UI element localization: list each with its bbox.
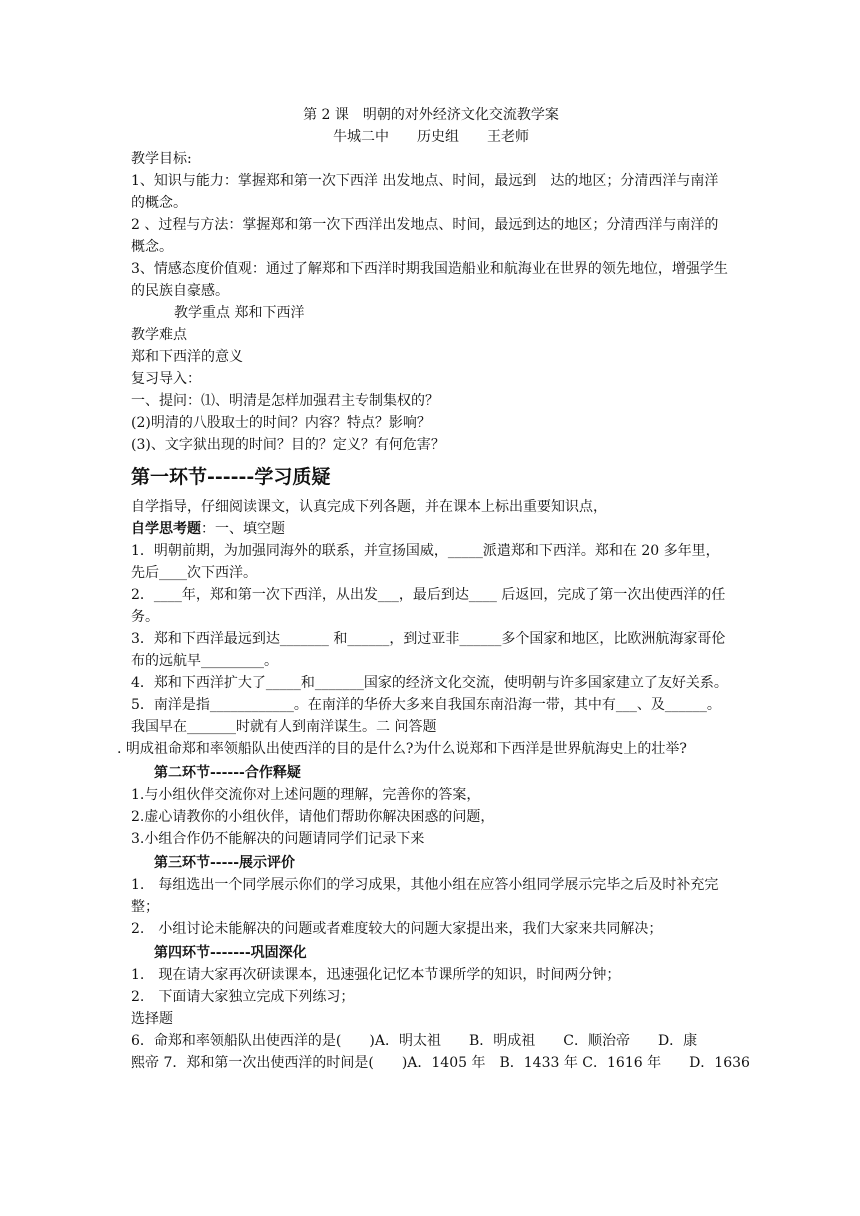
section2-item: 3.小组合作仍不能解决的问题请同学们记录下来: [131, 831, 425, 847]
objective-item: 2 、过程与方法：掌握郑和第一次下西洋出发地点、时间，最远到达的地区；分清西洋与南洋的概念。: [131, 217, 719, 255]
objective-item: 3、情感态度价值观：通过了解郑和下西洋时期我国造船业和航海业在世界的领先地位，增强学生的民族自豪感。: [131, 261, 728, 299]
section3-item: 2. 小组讨论未能解决的问题或者难度较大的问题大家提出来，我们大家来共同解决；: [131, 921, 663, 937]
section2-item: 2.虚心请教你的小组伙伴，请他们帮助你解决困惑的问题，: [131, 809, 495, 825]
section3-title: 第三环节-----展示评价: [154, 855, 296, 871]
page-title: 第 2 课 明朝的对外经济文化交流教学案: [303, 107, 559, 123]
objectives-heading: 教学目标:: [131, 151, 192, 167]
review-item: (2)明清的八股取士的时间？内容？特点？影响？: [131, 415, 431, 431]
fill-question-5: 5．南洋是指____________。在南洋的华侨大多来自我国东南沿海一带，其中有___、及______。我国早在_______时就有人到南洋谋生。二 问答题: [131, 697, 721, 735]
document-body: [117, 104, 750, 1074]
fill-question-4: 4．郑和下西洋扩大了_____和_______国家的经济文化交流，使明朝与许多国家建立了友好关系。: [131, 675, 728, 691]
section3-item: 1. 每组选出一个同学展示你们的学习成果，其他小组在应答小组同学展示完毕之后及时补充完整；: [131, 877, 719, 915]
review-item: (3)、文字狱出现的时间？目的？定义？有何危害？: [131, 437, 445, 453]
fill-question-3: 3．郑和下西洋最远到达_______ 和______，到过亚非______多个国家和地区，比欧洲航海家哥伦布的远航早_________。: [131, 631, 726, 669]
choice-question-line: 6．命郑和率领船队出使西洋的是( )A．明太祖 B．明成祖 C．顺治帝 D．康: [131, 1033, 698, 1049]
section2-title: 第二环节------合作释疑: [154, 765, 301, 781]
difficulty-heading: 教学难点: [131, 327, 187, 343]
section1-title: 第一环节------学习质疑: [131, 466, 331, 488]
section4-item: 2. 下面请大家独立完成下列练习；: [131, 989, 355, 1005]
difficulty-text: 郑和下西洋的意义: [131, 349, 243, 365]
fill-question-1: 1．明朝前期，为加强同海外的联系，并宣扬国威，_____派遣郑和下西洋。郑和在 20 多年里，先后____次下西洋。: [131, 543, 720, 581]
choice-question-line: 熙帝 7．郑和第一次出使西洋的时间是( )A．1405 年 B．1433 年 C．1616 年 D．1636: [131, 1055, 750, 1071]
objective-item: 1、知识与能力：掌握郑和第一次下西洋 出发地点、时间，最远到 达的地区；分清西洋与南洋的概念。: [131, 173, 719, 211]
essay-question: . 明成祖命郑和率领船队出使西洋的目的是什么?为什么说郑和下西洋是世界航海史上的壮举?: [117, 741, 687, 757]
think-rest: ：一、填空题: [201, 521, 285, 537]
key-point: 教学重点 郑和下西洋: [174, 305, 305, 321]
think-heading: [131, 518, 731, 540]
section4-item: 1. 现在请大家再次研读课本，迅速强化记忆本节课所学的知识，时间两分钟；: [131, 967, 621, 983]
section4-title: 第四环节-------巩固深化: [154, 945, 307, 961]
review-item: 一、提问：⑴、明清是怎样加强君主专制集权的？: [131, 393, 439, 409]
section2-item: 1.与小组伙伴交流你对上述问题的理解，完善你的答案，: [131, 787, 481, 803]
author-line: 牛城二中 历史组 王老师: [333, 129, 529, 145]
section1-intro: 自学指导，仔细阅读课文，认真完成下列各题，并在课本上标出重要知识点，: [131, 499, 607, 515]
fill-question-2: 2．____年，郑和第一次下西洋，从出发___，最后到达____ 后返回，完成了第一次出使西洋的任务。: [131, 587, 726, 625]
review-heading: 复习导入：: [131, 371, 201, 387]
think-label: 自学思考题: [131, 521, 201, 537]
choice-heading: 选择题: [131, 1011, 173, 1027]
